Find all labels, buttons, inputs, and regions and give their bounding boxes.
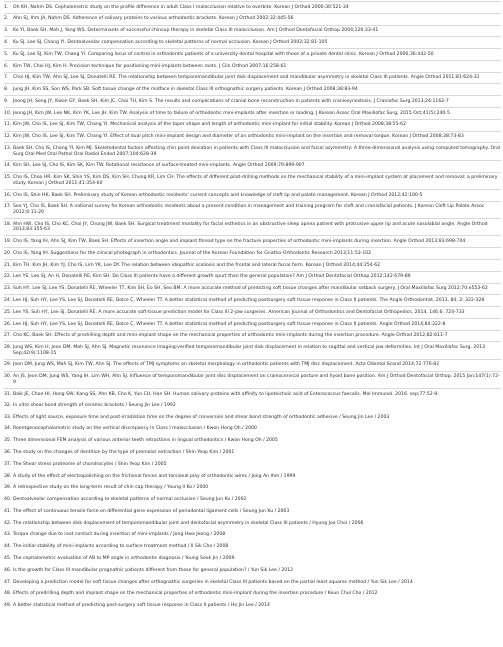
reference-item [4, 36, 501, 48]
reference-text: Jeong JH, Song JY, Kwon GY, Baek SH, Kim JC, Choi TH, Kim S. The results and complications of cranial bone reconstruction in patients with craniosynostosis. J Craniofac Surg 2013;24:1162-7 [13, 98, 449, 104]
reference-number: 25. [4, 309, 12, 315]
reference-text: The study on the changes of dentition by the type of premolar extraction / Shin Yeop Kim / 2001 [13, 450, 235, 455]
reference-number: 11. [4, 122, 12, 128]
reference-number: 47. [4, 579, 12, 585]
reference-item [4, 259, 501, 271]
reference-text: The effect of continuous tensile force on differential gene expression of periodontal ligament cells / Seung Jun Ku / 2003 [13, 508, 290, 514]
reference-text: The Shear stress proteome of chondrocytes / Shin Yeop Kim / 2005 [13, 461, 167, 467]
reference-number: 43. [4, 532, 12, 538]
reference-item [4, 60, 501, 72]
reference-item [4, 447, 501, 459]
reference-number: 45. [4, 556, 12, 562]
reference-number: 48. [4, 591, 12, 597]
reference-item [4, 119, 501, 131]
reference-item [4, 83, 501, 95]
reference-number: 2. [4, 16, 9, 22]
reference-item [4, 494, 501, 506]
reference-text: Lee YS, Suh HY, Lee SJ, Donatelli RE. A more accurate soft-tissue prediction model for Class III 2-jaw surgeries. American Journal of Orthodontics and Dentofacial Orthopedics, 2014, 146.6: 724-733 [13, 309, 465, 315]
reference-item [4, 142, 501, 159]
reference-item [4, 25, 501, 37]
reference-item [4, 600, 501, 612]
reference-text: Lee HJ, Suh HY, Lee YS, Lee SJ, Donatelli RE, Dolce C, Wheeler TT. A better statistical method of predicting postsurgery soft tissue response in Class II patients. Angle Orthod 2014;84:322-8 [13, 321, 446, 327]
reference-number: 30. [4, 374, 12, 380]
reference-number: 40. [4, 497, 12, 503]
reference-number: 44. [4, 544, 12, 550]
reference-text: A better statistical method of predicting post-surgery soft tissue response in Class II patients / Ho Jin Lee / 2014 [13, 603, 270, 609]
reference-text: Baek SH, Cho IS, Chang YI, Kim MJ. Skeletodental factors affecting chin point deviation in patients with Class III malocclusion and facial asymmetry: A three-dimensional analysis using computed tomography. Oral Surg Oral Med Oral Pathol Oral Radiol Endod 2007;104:628-39 [13, 145, 501, 157]
reference-text: The cephalometric evaluation of AB to MP angle in orthodontic diagnosis / Young Seok Jin / 2009 [13, 556, 235, 562]
reference-number: 49. [4, 603, 12, 609]
reference-number: 18. [4, 221, 12, 227]
reference-item [4, 48, 501, 60]
reference-item [4, 341, 501, 358]
reference-item [4, 565, 501, 577]
reference-item [4, 388, 501, 400]
reference-item [4, 588, 501, 600]
reference-text: Choi HJ, Kim TW, Ahn SJ, Lee SJ, Donatelli RE. The relationship between temporomandibular joint disk displacement and mandibular asymmetry in skeletal Class III patients. Angle Orthod 2011;81:624-31 [13, 75, 480, 81]
reference-text: The initial stability of mini-implants according to surface treatment method / Il Sik Cho / 2008 [13, 544, 229, 550]
reference-number: 29. [4, 362, 12, 368]
reference-text: Dentoalveolar compensation according to skeletal patterns of normal occlusion / Seung Jun Ku / 2002 [13, 497, 247, 503]
reference-text: Lee HJ, Suh HY, Lee YS, Lee SJ, Donatelli RE, Dolce C, Wheeler TT. A better statistical method of predicting postsurgery soft tissue response in Class II patients. The Angle Orthodontist, 2013, 84, 2: 322-328 [13, 297, 485, 303]
reference-text: An JS, Jeon DM, Jung WS, Yang IH, Lim WH, Ahn SJ. Influence of temporomandibular joint disc displacement on craniocervical posture and hyoid bone position. Am J Orthod Dentofacial Orthop. 2015 Jan;147(1):72-9 [13, 374, 500, 385]
reference-text: Kim JW, Cho IS, Lee SJ, Kim TW, Chang YI. Effect of dual pitch mini-implant design and diameter of an orthodontic mini-implant on the insertion and removal torque. Korean J Orthod 2008;38:73-83 [13, 134, 464, 140]
reference-number: 10. [4, 110, 12, 116]
reference-item [4, 518, 501, 530]
reference-text: Jeong JH, Kim JW, Lee NK, Kim YK, Lee JH, Kim TW. Analysis of time to failure of orthodontic mini-implants after insertion or loading. J Korean Assoc Oral Maxillofac Surg, 2015 Oct;41(5):240-5 [13, 110, 450, 116]
reference-item [4, 330, 501, 342]
reference-number: 5. [4, 51, 9, 57]
reference-item [4, 529, 501, 541]
reference-text: Jung WS, Kim H, Jeon DM, Mah SJ, Ahn SJ. Magnetic resonance imaging-verified temporomandibular joint disk displacement in relation to sagittal and vertical jaw deformities. Int J Oral Maxillofac Surg, 2013 Sep;42(9):1108-15 [13, 345, 486, 356]
reference-text: Kim SH, Lee SJ, Cho IS, Kim SK, Kim TW. Rotational resistance of surface-treated mini-implants. Angle Orthod 2009;79:899-907 [13, 163, 305, 169]
reference-text: Suh HY, Lee SJ, Lee YS, Donatelli RE, Wheeler TT, Kim SH, Eo SH, Seo BM. A more accurate method of predicting soft tissue changes after mandibular setback surgery. J Oral Maxillofac Surg 2012;70:e553-62 [13, 286, 488, 292]
reference-number: 12. [4, 134, 12, 140]
reference-item [4, 107, 501, 119]
reference-number: 22. [4, 274, 12, 280]
reference-text: Baik JE, Choe HI, Hong SW, Kang SS, Ahn KB, Cho K, Yun CH, Han SH. Human salivary proteins with affinity to lipoteichoic acid of Enterococcus faecalis. Mol Immunol. 2016. sep;77:52-9. [13, 391, 439, 397]
reference-number: 23. [4, 286, 12, 292]
reference-text: Developing a prediction model for soft tissue changes after orthognathic surgeries in skeletal Class III patients based on the partial least squares method / Yun Sik Lee / 2014 [13, 579, 413, 585]
reference-text: The relationship between disk displacement of temporomandibular joint and dentofacial asymmetry in skeletal Class III patients / Hyung Joo Choi / 2006 [13, 520, 364, 526]
reference-item [4, 359, 501, 371]
reference-item [4, 459, 501, 471]
reference-item [4, 412, 501, 424]
reference-item [4, 541, 501, 553]
reference-number: 21. [4, 262, 12, 268]
reference-number: 3. [4, 28, 9, 34]
reference-item [4, 470, 501, 482]
reference-item [4, 318, 501, 330]
reference-text: Lee YS, Lee SJ, An H, Donatelli RE, Kim SH. Do Class III patients have a different growth spurt than the general population? Am J Orthod Dentofacial Orthop 2012;142:679-89 [13, 274, 411, 280]
reference-text: Ku SJ, Lee SJ, Chang YI. Dentoalveolar compensation according to skeletal patterns of normal occlusion. Korean J Orthod 2002;32:81-105 [13, 39, 328, 45]
reference-item [4, 189, 501, 201]
reference-number: 1. [4, 4, 9, 10]
reference-number: 32. [4, 402, 12, 408]
reference-text: Ahn SJ, Ihm JA, Nahm DS. Adherence of salivary proteins to various orthodontic brackets. Korean J Orthod 2002;32:445-56 [13, 16, 294, 22]
reference-text: Kim TW, Choi HJ, Kim H. Precision technique for positioning mini-implants between roots. J Clin Orthod 2007;16:258-61 [13, 63, 287, 69]
reference-number: 20. [4, 250, 12, 256]
reference-text: Ko YI, Baek SH, Mah J, Yang WS. Determinants of successful chincup therapy in skeletal Class III malocclusion. Am J Orthod Dentofacial Orthop 2004;126:33-41 [13, 28, 379, 34]
reference-text: Ahn HW, Cho IS, Cho KC, Choi JY, Chung JW, Baek SH. Surgical treatment modality for facial esthetics in an obstructive sleep apnea patient with protrusive upper lip and acute nasolabial angle. Angle Orthod 2013;83:355-63 [13, 221, 488, 233]
reference-number: 19. [4, 239, 12, 245]
reference-item [4, 553, 501, 565]
reference-number: 36. [4, 450, 12, 455]
reference-item [4, 201, 501, 218]
reference-number: 41. [4, 508, 12, 514]
reference-number: 9. [4, 98, 9, 104]
reference-item [4, 482, 501, 494]
reference-item [4, 423, 501, 435]
reference-text: A retrospective study on the long-term result of chin cap therapy / Young Il Ko / 2000 [13, 485, 209, 491]
reference-number: 24. [4, 297, 12, 303]
reference-number: 33. [4, 414, 12, 420]
reference-text: Ku SJ, Lee SJ, Kim TW, Chang YI. Comparing locus of control in orthodontic patients of a university dental hospital with those of a private dental clinic. Korean J Orthod 2006;36:442-50 [13, 51, 434, 57]
reference-text: Cho IS, Choo HR, Kim SK, Shin YS, Kim DS, Kim SH, Chung KR, Lim CH. The effects of different pilot-drilling methods on the mechanical stability of a mini-implant system at placement and removal: a preliminary study. Korean J Orthod 2011;41:354-60 [13, 175, 498, 186]
reference-number: 6. [4, 63, 9, 69]
reference-text: Three dimensional FEM analysis of various anterior teeth retractions in lingual orthodontics / Kwon Hong Oh / 2005 [13, 438, 278, 444]
reference-number: 17. [4, 204, 12, 210]
reference-text: Cho KC, Baek SH. Effects of predrilling depth and mini-implant shape on the mechanical properties of orthodontic mini-implants during the insertion procedure. Angle Orthod 2012;82:611-7 [13, 333, 448, 339]
reference-text: Kim TH, Kim JH, Kim YJ, Cho IS, Lim YK, Lee DY. The relation between idiopathic scoliosis and the frontal and lateral facial form. Korean J Orthod 2014;44:254-62 [13, 262, 381, 268]
reference-text: Cho IS, Yang IH, Ahn SJ, Kim TW, Baek SH. Effects of insertion angle and implant thread type on the fracture properties of orthodontic mini-implants during insertion. Angle Orthod 2013;83:698-704 [13, 239, 466, 245]
reference-item [4, 400, 501, 412]
reference-item [4, 306, 501, 318]
reference-number: 13. [4, 145, 12, 151]
reference-item [4, 371, 501, 388]
reference-text: Cho IS, Yang IH. Suggestions for the clinical photograph in orthodontics. Journal of the Korean Foundation for Gnatho-Orthodontic Research 2013;11:53-102 [13, 250, 372, 256]
reference-text: Is the growth for Class III mandibular prognathic patients different from those for general population? / Yun Sik Lee / 2012 [13, 567, 294, 573]
reference-item [4, 294, 501, 306]
reference-text: Torque change due to root contact during insertion of mini-implants / Jong Hwa Jeong / 2008 [13, 532, 226, 538]
reference-number: 16. [4, 192, 12, 198]
reference-text: In vitro shear bond strength of ceramic brackets / Seung Jin Lee / 1992 [13, 402, 176, 408]
reference-item [4, 72, 501, 84]
reference-item [4, 271, 501, 283]
reference-text: Roentgenocephalometric study on the vertical discrepancy in Class I malocclusion / Kwon Hong Oh / 2000 [13, 426, 257, 432]
reference-text: Jeon DM, Jung WS, Mah SJ, Kim TW, Ahn SJ. The effects of TMJ symptoms on skeletal morphology in orthodontic patients with TMJ disc displacement. Acta Odontol Scand 2014;72:776-82 [13, 362, 440, 368]
reference-number: 38. [4, 473, 12, 479]
reference-number: 8. [4, 87, 9, 93]
reference-text: Kim JW, Cho IS, Lee SJ, Kim TW, Chang YI. Mechanical analysis of the taper shape and length of orthodontic mini-implant for initial stability. Korean J Orthod 2008;38:55-62 [13, 122, 407, 128]
reference-item [4, 160, 501, 172]
reference-item [4, 13, 501, 25]
reference-number: 46. [4, 567, 12, 573]
reference-number: 4. [4, 39, 9, 45]
reference-item [4, 95, 501, 107]
reference-text: A study of the effect of electropolishing on the frictional forces and torsional play of orthodontic wires / Jong An Ihm / 1999 [13, 473, 296, 479]
reference-number: 15. [4, 175, 12, 181]
reference-number: 35. [4, 438, 12, 444]
reference-text: Cho IS, Shin HK, Baek SH. Preliminary study of Korean orthodontic residents' current concepts and knowledge of cleft lip and palate management. Korean J Orthod 2012;42:100-5 [13, 192, 423, 198]
reference-number: 31. [4, 391, 12, 397]
reference-number: 28. [4, 345, 12, 351]
reference-text: Seo YJ, Cho IS, Baek SH. A national survey for Korean orthodontic residents about a present condition in management and training program for cleft and craniofacial patients. J Korean Cleft Lip Palate Assoc 2012;6:11-20 [13, 204, 485, 215]
reference-item [4, 131, 501, 143]
reference-item [4, 1, 501, 13]
reference-list [4, 1, 501, 612]
reference-number: 26. [4, 321, 12, 327]
reference-number: 34. [4, 426, 12, 432]
reference-item [4, 283, 501, 295]
reference-number: 42. [4, 520, 12, 526]
reference-text: Jung JH, Kim SS, Son WS, Park SB. Soft tissue change of the midface in skeletal Class III orthognathic surgery patients. Korean J Orthod 2008;38:83-94 [13, 87, 358, 93]
reference-text: Effects of light source, exposure time and post-irradiation time on the degree of conversion and shear bond strength of orthodontic adhesive / Seung Jin Lee / 2003 [13, 414, 390, 420]
reference-number: 39. [4, 485, 12, 491]
reference-item [4, 577, 501, 589]
reference-item [4, 218, 501, 235]
reference-item [4, 235, 501, 247]
reference-number: 7. [4, 75, 9, 81]
reference-number: 14. [4, 163, 12, 169]
reference-item [4, 506, 501, 518]
reference-item [4, 435, 501, 447]
reference-item [4, 247, 501, 259]
reference-text: Effects of predrilling depth and implant shape on the mechanical properties of orthodontic mini-implant during the insertion procedure / Keun Chul Cho / 2012 [13, 591, 378, 597]
reference-item [4, 172, 501, 189]
reference-number: 27. [4, 333, 12, 339]
reference-text: Oh KH, Nahm DS. Cephalometric study on the profile difference in adult Class I malocclusion relative to overbite. Korean J Orthod 2000;30:521-34 [13, 4, 349, 10]
reference-number: 37. [4, 461, 12, 467]
